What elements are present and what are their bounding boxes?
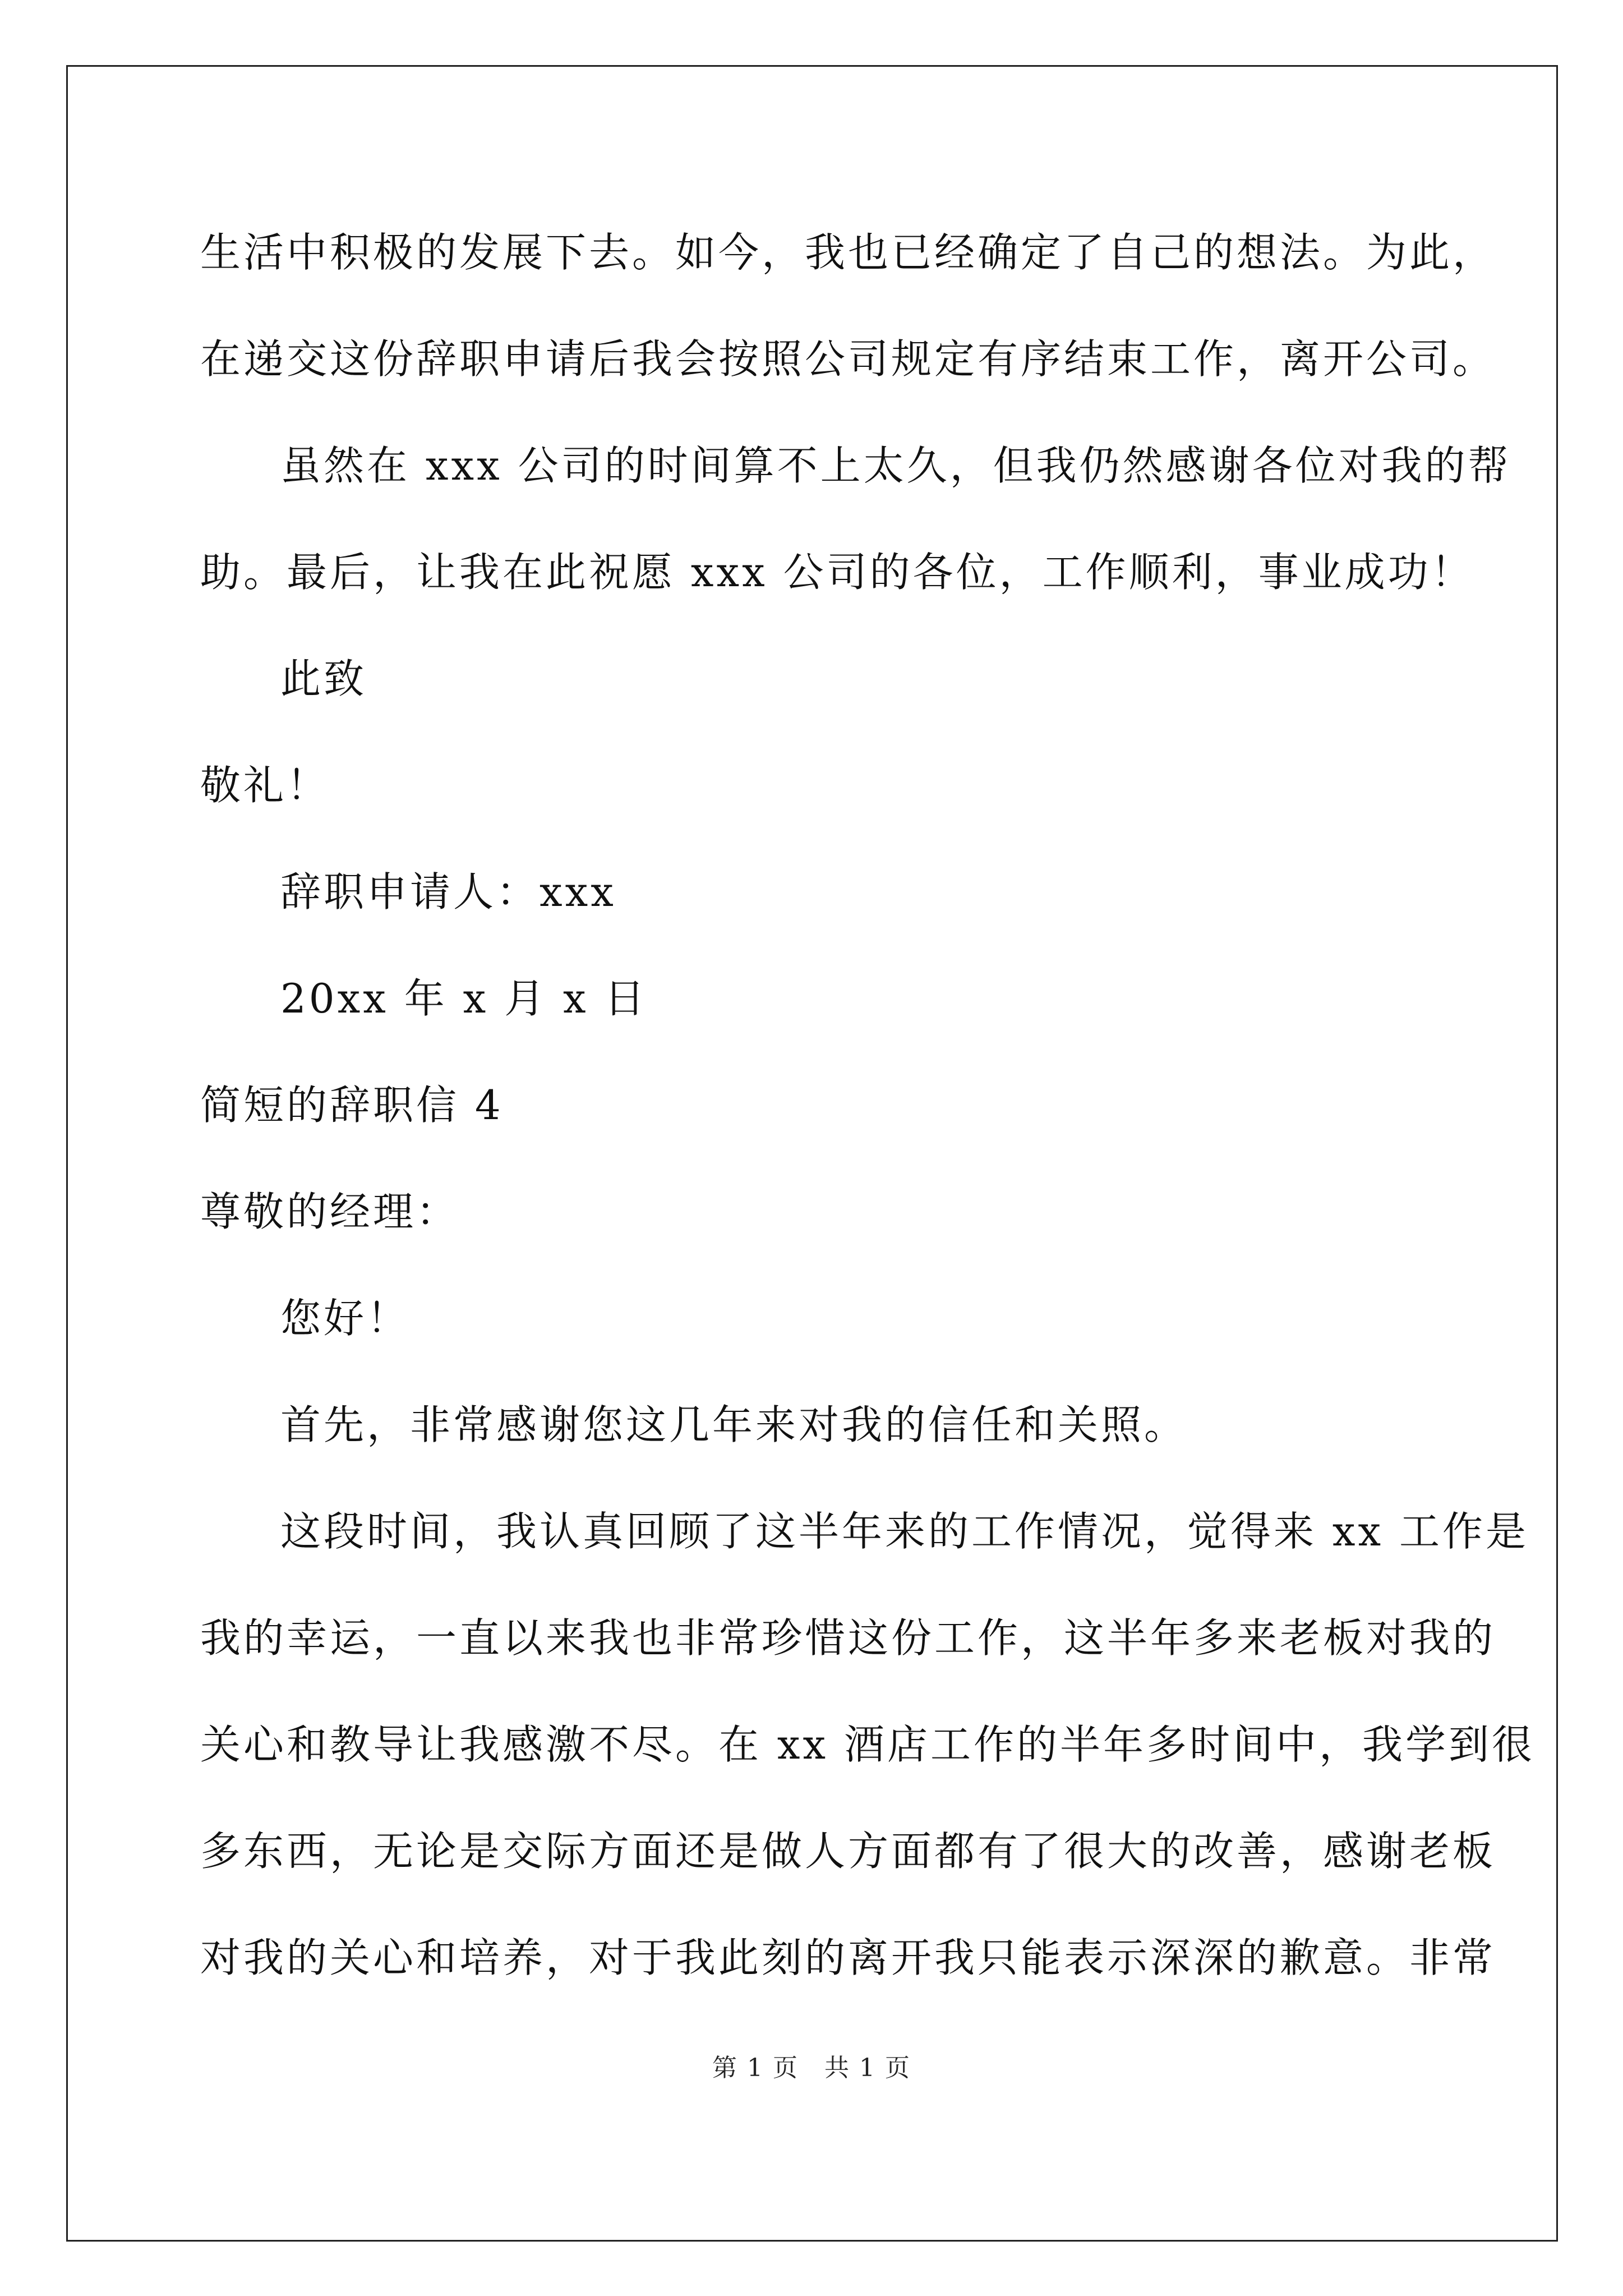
page-border — [66, 65, 1558, 2242]
body-line-4: 助。最后，让我在此祝愿 xxx 公司的各位，工作顺利，事业成功！ — [200, 549, 1474, 596]
body-line-15: 关心和教导让我感激不尽。在 xx 酒店工作的半年多时间中，我学到很 — [200, 1721, 1535, 1768]
section-heading: 简短的辞职信 4 — [200, 1082, 504, 1129]
body-line-1: 生活中积极的发展下去。如今，我也已经确定了自己的想法。为此， — [200, 229, 1496, 276]
body-line-13: 这段时间，我认真回顾了这半年来的工作情况，觉得来 xx 工作是 — [280, 1508, 1529, 1555]
signature-date: 20xx 年 x 月 x 日 — [280, 975, 648, 1022]
page-number: 第 1 页 共 1 页 — [712, 2054, 911, 2082]
body-line-14: 我的幸运，一直以来我也非常珍惜这份工作，这半年多来老板对我的 — [200, 1614, 1496, 1662]
letter-hello: 您好！ — [280, 1295, 411, 1342]
body-line-16: 多东西，无论是交际方面还是做人方面都有了很大的改善，感谢老板 — [200, 1828, 1496, 1875]
body-line-12: 首先，非常感谢您这几年来对我的信任和关照。 — [280, 1401, 1188, 1448]
body-line-2: 在递交这份辞职申请后我会按照公司规定有序结束工作，离开公司。 — [200, 335, 1496, 383]
closing-salutation: 此致 — [280, 655, 367, 702]
body-line-3: 虽然在 xxx 公司的时间算不上太久，但我仍然感谢各位对我的帮 — [280, 442, 1511, 489]
body-line-17: 对我的关心和培养，对于我此刻的离开我只能表示深深的歉意。非常 — [200, 1934, 1496, 1981]
signature-applicant: 辞职申请人：xxx — [280, 868, 616, 915]
letter-greeting: 尊敬的经理： — [200, 1188, 460, 1235]
closing-regards: 敬礼！ — [200, 762, 330, 809]
